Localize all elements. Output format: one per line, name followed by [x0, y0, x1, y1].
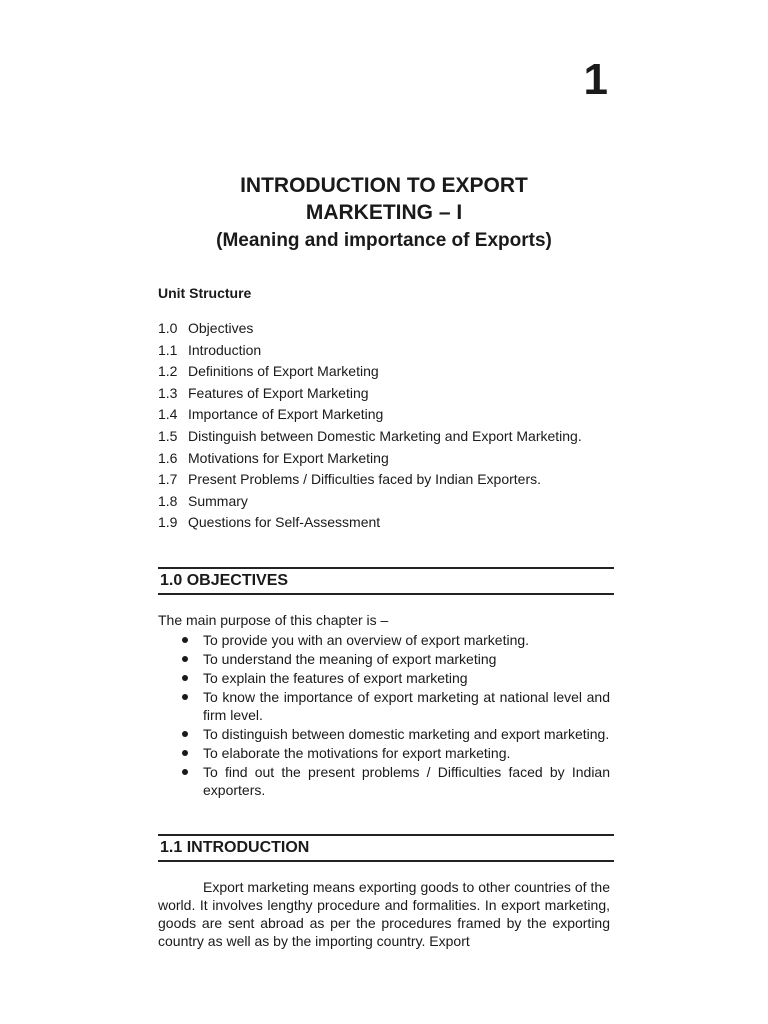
toc-item-text: Distinguish between Domestic Marketing and Export Marketing.: [188, 427, 582, 444]
toc-item-text: Objectives: [188, 320, 254, 336]
bullet-icon: [158, 744, 203, 762]
bullet-text: To elaborate the motivations for export marketing.: [203, 745, 511, 761]
toc-item-text: Summary: [188, 492, 248, 509]
toc-item: [158, 383, 610, 405]
toc-item: [158, 426, 610, 448]
list-item: [158, 669, 610, 687]
list-item: [158, 688, 610, 724]
bullet-text: To understand the meaning of export marketing: [203, 651, 497, 667]
toc-item: [158, 361, 610, 383]
toc-item-text: Introduction: [188, 341, 262, 358]
toc-item-text: Present Problems / Difficulties faced by Indian Exporters.: [188, 471, 542, 488]
toc-item: [158, 448, 610, 470]
unit-structure-list: [158, 318, 610, 534]
toc-item: [158, 491, 610, 513]
list-item: [158, 763, 610, 799]
introduction-heading: 1.1 INTRODUCTION: [158, 834, 614, 862]
objectives-heading: 1.0 OBJECTIVES: [158, 567, 614, 595]
introduction-paragraph: Export marketing means exporting goods to other countries of the world. It involves lengthy procedure and formalities. In export marketing, goods are sent abroad as per the procedures framed by the exporting country as well as by the importing country. Export: [158, 879, 610, 949]
chapter-title: [158, 172, 610, 254]
toc-item-number: 1.5: [158, 427, 178, 444]
toc-item: [158, 340, 610, 362]
bullet-text: To know the importance of export marketing at national level and firm level.: [203, 689, 610, 723]
chapter-subtitle: (Meaning and importance of Exports): [216, 230, 552, 251]
toc-item-number: 1.8: [158, 492, 178, 509]
list-item: [158, 744, 610, 762]
toc-item-text: Questions for Self-Assessment: [188, 514, 381, 531]
unit-structure-heading: Unit Structure: [158, 285, 252, 301]
chapter-number: 1: [583, 55, 608, 104]
bullet-icon: [158, 669, 203, 687]
toc-item-number: 1.7: [158, 471, 178, 488]
bullet-icon: [158, 688, 203, 724]
objectives-bullet-list: [158, 631, 610, 800]
list-item: [158, 631, 610, 649]
bullet-text: To find out the present problems / Difficulties faced by Indian exporters.: [203, 764, 610, 798]
bullet-text: To provide you with an overview of export marketing.: [203, 632, 530, 648]
toc-item: [158, 318, 610, 340]
chapter-title-line-2: MARKETING – I: [305, 201, 463, 224]
list-item: [158, 650, 610, 668]
toc-item-text: Motivations for Export Marketing: [188, 449, 389, 466]
toc-item-text: Definitions of Export Marketing: [188, 363, 379, 380]
bullet-icon: [158, 631, 203, 649]
chapter-title-line-1: INTRODUCTION TO EXPORT: [240, 174, 528, 197]
toc-item-text: Features of Export Marketing: [188, 384, 369, 401]
toc-item: [158, 512, 610, 534]
objectives-intro: The main purpose of this chapter is –: [158, 612, 389, 628]
toc-item-number: 1.6: [158, 449, 178, 466]
toc-item-number: 1.0: [158, 320, 178, 336]
toc-item-number: 1.1: [158, 341, 178, 358]
toc-item-number: 1.2: [158, 363, 178, 380]
bullet-icon: [158, 650, 203, 668]
toc-item: [158, 469, 610, 491]
toc-item-number: 1.9: [158, 514, 178, 531]
bullet-text: To distinguish between domestic marketing and export marketing.: [203, 726, 610, 742]
toc-item-number: 1.3: [158, 384, 178, 401]
bullet-text: To explain the features of export marketing: [203, 670, 468, 686]
toc-item-text: Importance of Export Marketing: [188, 406, 384, 423]
toc-item: [158, 404, 610, 426]
bullet-icon: [158, 725, 203, 743]
list-item: [158, 725, 610, 743]
toc-item-number: 1.4: [158, 406, 178, 423]
document-page: [158, 0, 610, 1024]
bullet-icon: [158, 763, 203, 799]
